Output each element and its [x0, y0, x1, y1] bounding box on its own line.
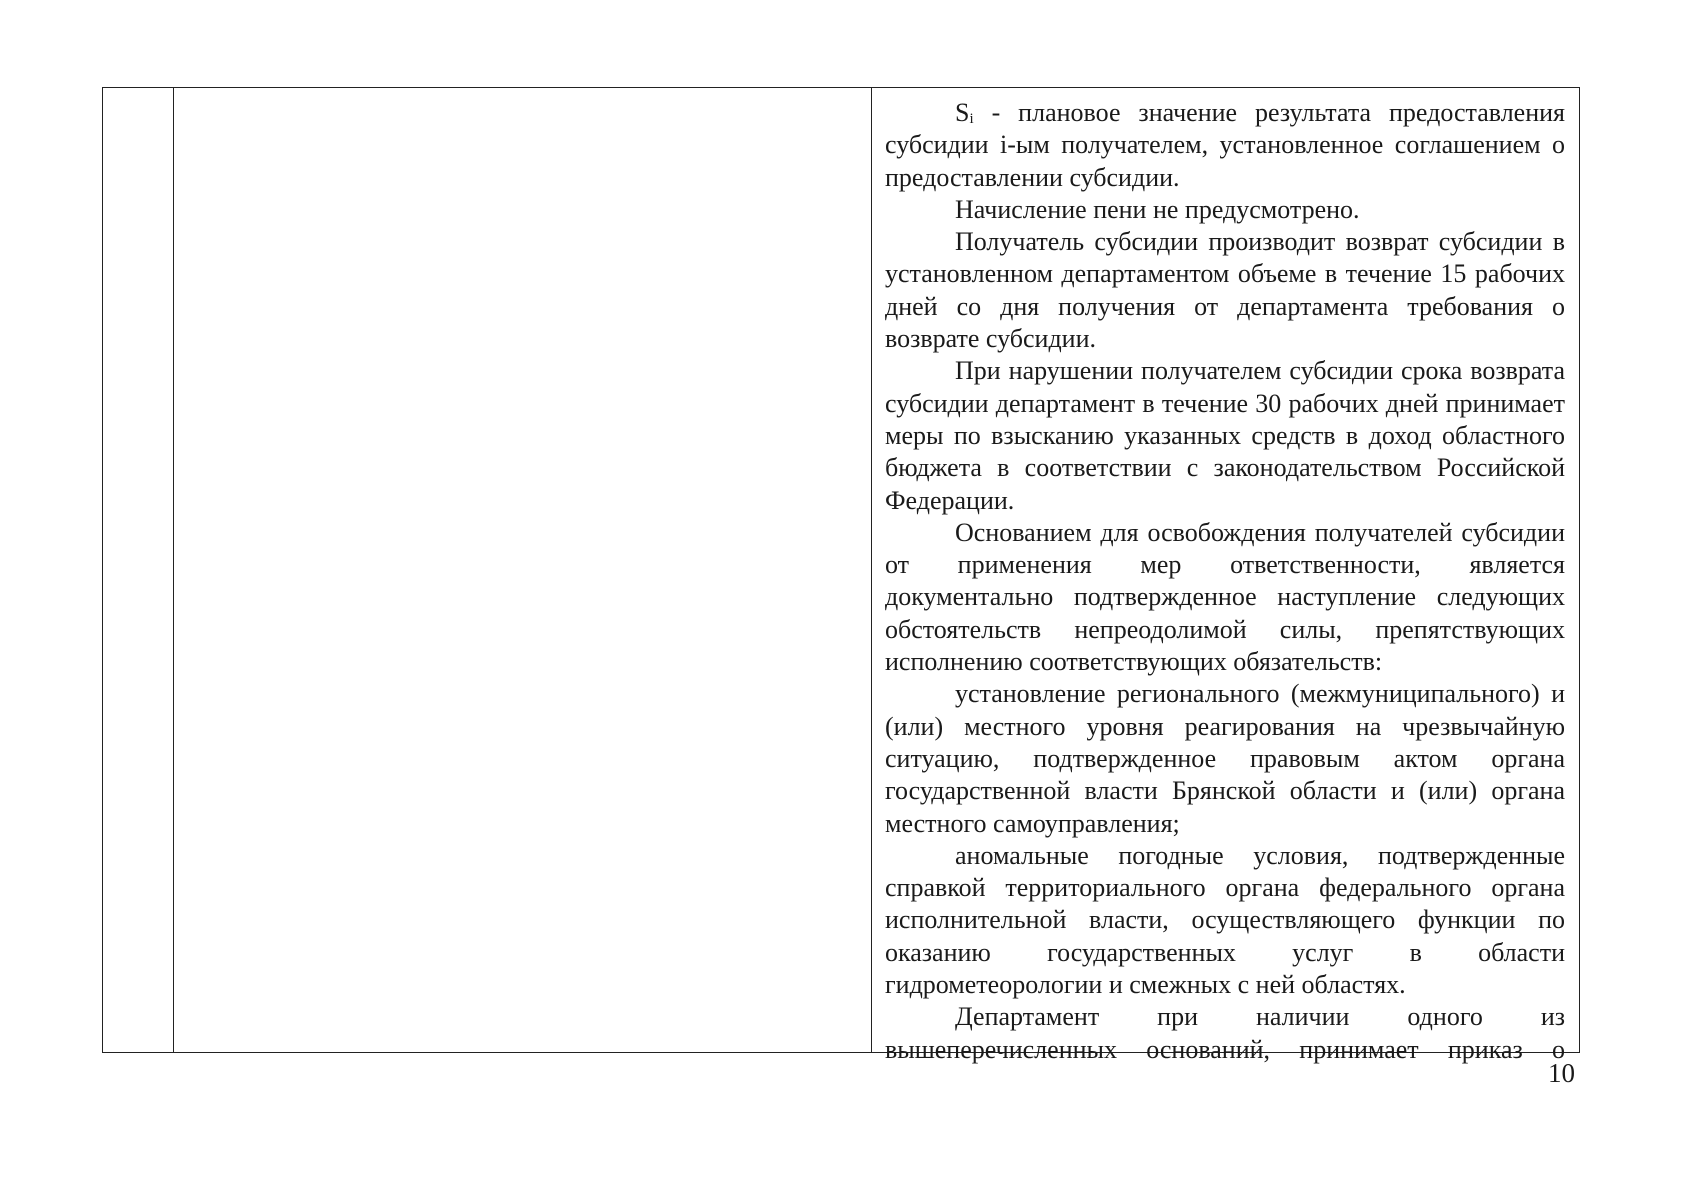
paragraph-exemption-basis: Основанием для освобождения получателей субсидии от применения мер ответственности, является документально подтвержденное наступление следующих обстоятельств непреодолимой силы, препятствующих исполнению соответствующих обязательств: [885, 517, 1565, 677]
column-divider-1 [173, 88, 174, 1052]
si-subscript: i [969, 111, 974, 127]
document-table [102, 87, 1580, 1064]
paragraph-refund: Получатель субсидии производит возврат субсидии в установленном департаментом объеме в течение 15 рабочих дней со дня получения от департамента требования о возврате субсидии. [885, 227, 1565, 354]
paragraph-si-definition [885, 97, 1565, 194]
paragraph-violation: При нарушении получателем субсидии срока возврата субсидии департамент в течение 30 рабочих дней принимает меры по взысканию указанных средств в доход областного бюджета в соответствии с законодательством Российской Федерации. [885, 356, 1565, 515]
paragraph-emergency: установление регионального (межмуниципального) и (или) местного уровня реагирования на чрезвычайную ситуацию, подтвержденное правовым актом органа государственной власти Брянской области и (или) органа местного самоуправления; [885, 679, 1565, 838]
si-definition-text: - плановое значение результата предоставления субсидии i-ым получателем, установленное соглашением о предоставлении субсидии. [885, 98, 1565, 192]
table-text-column [885, 97, 1565, 1066]
column-divider-2 [871, 88, 872, 1052]
si-symbol: S [955, 98, 970, 127]
page-number: 10 [1548, 1058, 1575, 1088]
paragraph-department-order: Департамент при наличии одного из вышеперечисленных оснований, принимает приказ о [885, 1002, 1565, 1064]
paragraph-no-penalty: Начисление пени не предусмотрено. [955, 194, 1360, 224]
paragraph-weather: аномальные погодные условия, подтвержденные справкой территориального органа федерального органа исполнительной власти, осуществляющего функции по оказанию государственных услуг в области гидрометеорологии и смежных с ней областях. [885, 840, 1565, 1000]
